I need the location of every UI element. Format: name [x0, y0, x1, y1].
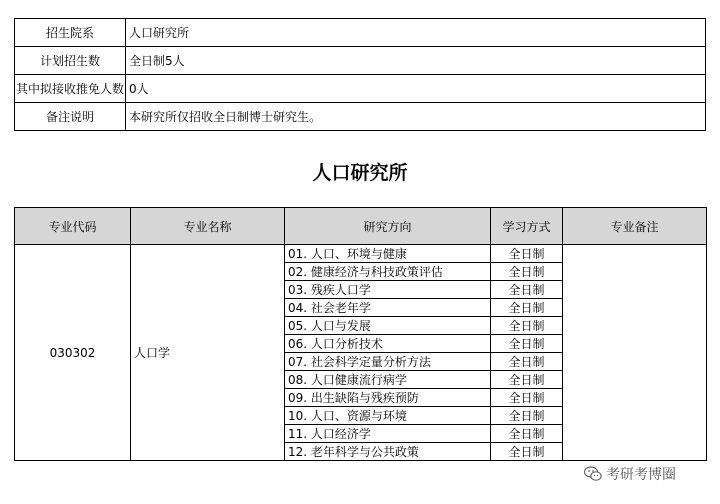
section-title: 人口研究所	[312, 162, 408, 184]
table-row	[15, 245, 707, 263]
info-row	[15, 19, 706, 47]
research-direction-cell: 06. 人口分析技术	[285, 335, 491, 353]
study-mode-cell: 全日制	[491, 263, 563, 281]
research-direction-cell: 08. 人口健康流行病学	[285, 371, 491, 389]
research-direction-cell: 12. 老年科学与公共政策	[285, 443, 491, 461]
wechat-icon	[584, 466, 602, 482]
info-label: 备注说明	[15, 103, 126, 131]
watermark	[580, 462, 680, 486]
research-direction-cell: 01. 人口、环境与健康	[285, 245, 491, 263]
header-study-mode: 学习方式	[491, 208, 563, 245]
info-label: 招生院系	[15, 19, 126, 47]
info-value: 全日制5人	[126, 47, 706, 75]
study-mode-cell: 全日制	[491, 317, 563, 335]
info-row	[15, 103, 706, 131]
study-mode-cell: 全日制	[491, 245, 563, 263]
info-row	[15, 75, 706, 103]
table-header-row	[15, 208, 707, 245]
info-row	[15, 47, 706, 75]
research-direction-cell: 03. 残疾人口学	[285, 281, 491, 299]
header-major-code: 专业代码	[15, 208, 131, 245]
watermark-text: 考研考博圈	[606, 467, 676, 483]
research-direction-cell: 02. 健康经济与科技政策评估	[285, 263, 491, 281]
info-value: 人口研究所	[126, 19, 706, 47]
study-mode-cell: 全日制	[491, 425, 563, 443]
major-note-cell	[563, 245, 707, 461]
research-direction-cell: 09. 出生缺陷与残疾预防	[285, 389, 491, 407]
study-mode-cell: 全日制	[491, 389, 563, 407]
major-code-cell: 030302	[15, 245, 131, 461]
research-direction-cell: 04. 社会老年学	[285, 299, 491, 317]
info-table	[14, 18, 706, 131]
info-label: 其中拟接收推免人数	[15, 75, 126, 103]
research-direction-cell: 11. 人口经济学	[285, 425, 491, 443]
header-major-note: 专业备注	[563, 208, 707, 245]
study-mode-cell: 全日制	[491, 353, 563, 371]
study-mode-cell: 全日制	[491, 371, 563, 389]
research-direction-cell: 05. 人口与发展	[285, 317, 491, 335]
info-value: 0人	[126, 75, 706, 103]
study-mode-cell: 全日制	[491, 281, 563, 299]
info-label: 计划招生数	[15, 47, 126, 75]
major-name-cell: 人口学	[131, 245, 285, 461]
study-mode-cell: 全日制	[491, 299, 563, 317]
study-mode-cell: 全日制	[491, 407, 563, 425]
study-mode-cell: 全日制	[491, 443, 563, 461]
info-value: 本研究所仅招收全日制博士研究生。	[126, 103, 706, 131]
header-major-name: 专业名称	[131, 208, 285, 245]
research-direction-cell: 07. 社会科学定量分析方法	[285, 353, 491, 371]
study-mode-cell: 全日制	[491, 335, 563, 353]
header-research-direction: 研究方向	[285, 208, 491, 245]
research-direction-cell: 10. 人口、资源与环境	[285, 407, 491, 425]
major-table	[14, 207, 707, 461]
